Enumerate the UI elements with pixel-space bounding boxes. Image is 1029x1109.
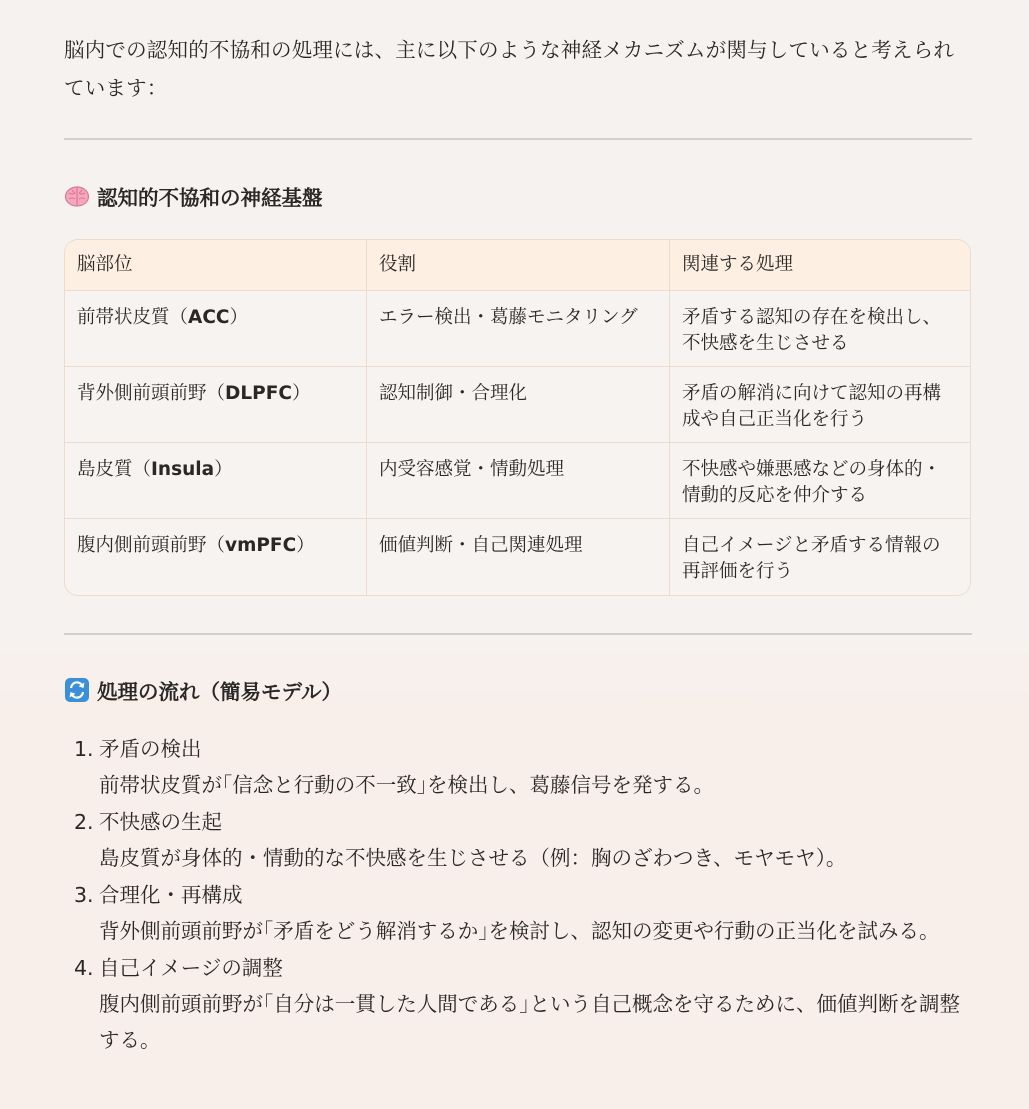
process-steps-list xyxy=(64,731,972,1058)
role-cell: エラー検出・葛藤モニタリング xyxy=(367,291,670,367)
document-body xyxy=(64,0,972,1059)
region-name: 腹内側前頭前野 xyxy=(77,535,207,556)
step-description: 背外側前頭前野が｢矛盾をどう解消するか｣を検討し、認知の変更や行動の正当化を試みる。 xyxy=(99,919,940,943)
table-row xyxy=(65,519,970,595)
step-description: 島皮質が身体的・情動的な不快感を生じさせる（例：胸のざわつき、モヤモヤ）。 xyxy=(99,846,847,870)
list-item xyxy=(64,804,972,876)
step-number: 1. xyxy=(74,737,94,761)
region-name: 前帯状皮質 xyxy=(77,307,170,328)
table-row xyxy=(65,291,970,367)
table-row xyxy=(65,367,970,443)
step-title: 矛盾の検出 xyxy=(99,737,202,761)
divider xyxy=(64,138,972,140)
section-heading-process-flow xyxy=(64,675,972,705)
region-name: 背外側前頭前野 xyxy=(77,383,207,404)
region-abbreviation: Insula xyxy=(151,459,215,480)
role-cell: 内受容感覚・情動処理 xyxy=(367,443,670,519)
role-cell: 認知制御・合理化 xyxy=(367,367,670,443)
step-title: 合理化・再構成 xyxy=(99,883,243,907)
process-cell: 矛盾の解消に向けて認知の再構成や自己正当化を行う xyxy=(670,367,970,443)
process-cell: 不快感や嫌悪感などの身体的・情動的反応を仲介する xyxy=(670,443,970,519)
process-cell: 矛盾する認知の存在を検出し、不快感を生じさせる xyxy=(670,291,970,367)
column-header-role: 役割 xyxy=(367,240,670,291)
column-header-region: 脳部位 xyxy=(65,240,367,291)
region-abbreviation: ACC xyxy=(188,307,230,328)
region-abbreviation: DLPFC xyxy=(225,383,292,404)
step-number: 4. xyxy=(74,956,94,980)
process-cell: 自己イメージと矛盾する情報の再評価を行う xyxy=(682,535,941,582)
region-abbreviation: vmPFC xyxy=(225,535,297,556)
brain-emoji-icon xyxy=(64,183,90,209)
step-number: 2. xyxy=(74,810,94,834)
step-title: 不快感の生起 xyxy=(99,810,222,834)
section-title: 処理の流れ（簡易モデル） xyxy=(97,680,342,704)
step-title: 自己イメージの調整 xyxy=(99,956,283,980)
list-item xyxy=(64,731,972,803)
role-cell: 価値判断・自己関連処理 xyxy=(367,519,670,595)
section-title: 認知的不協和の神経基盤 xyxy=(97,186,323,210)
table-header-row xyxy=(65,240,970,291)
region-name: 島皮質 xyxy=(77,459,133,480)
table-row xyxy=(65,443,970,519)
intro-paragraph: 脳内での認知的不協和の処理には、主に以下のような神経メカニズムが関与していると考えられています： xyxy=(64,38,955,100)
section-heading-neural-basis xyxy=(64,181,972,211)
cycle-arrows-emoji-icon xyxy=(64,677,90,703)
region-cell: 前帯状皮質（ACC） xyxy=(65,291,367,367)
region-cell: 腹内側前頭前野（vmPFC） xyxy=(65,519,367,595)
step-number: 3. xyxy=(74,883,94,907)
list-item xyxy=(64,950,972,1058)
divider xyxy=(64,633,972,635)
region-cell: 島皮質（Insula） xyxy=(65,443,367,519)
region-cell: 背外側前頭前野（DLPFC） xyxy=(65,367,367,443)
list-item xyxy=(64,877,972,949)
step-description: 腹内側前頭前野が｢自分は一貫した人間である｣という自己概念を守るために、価値判断を調整する。 xyxy=(99,992,960,1052)
column-header-process: 関連する処理 xyxy=(670,240,970,291)
neural-basis-table xyxy=(64,239,971,596)
step-description: 前帯状皮質が｢信念と行動の不一致｣を検出し、葛藤信号を発する。 xyxy=(99,773,714,797)
